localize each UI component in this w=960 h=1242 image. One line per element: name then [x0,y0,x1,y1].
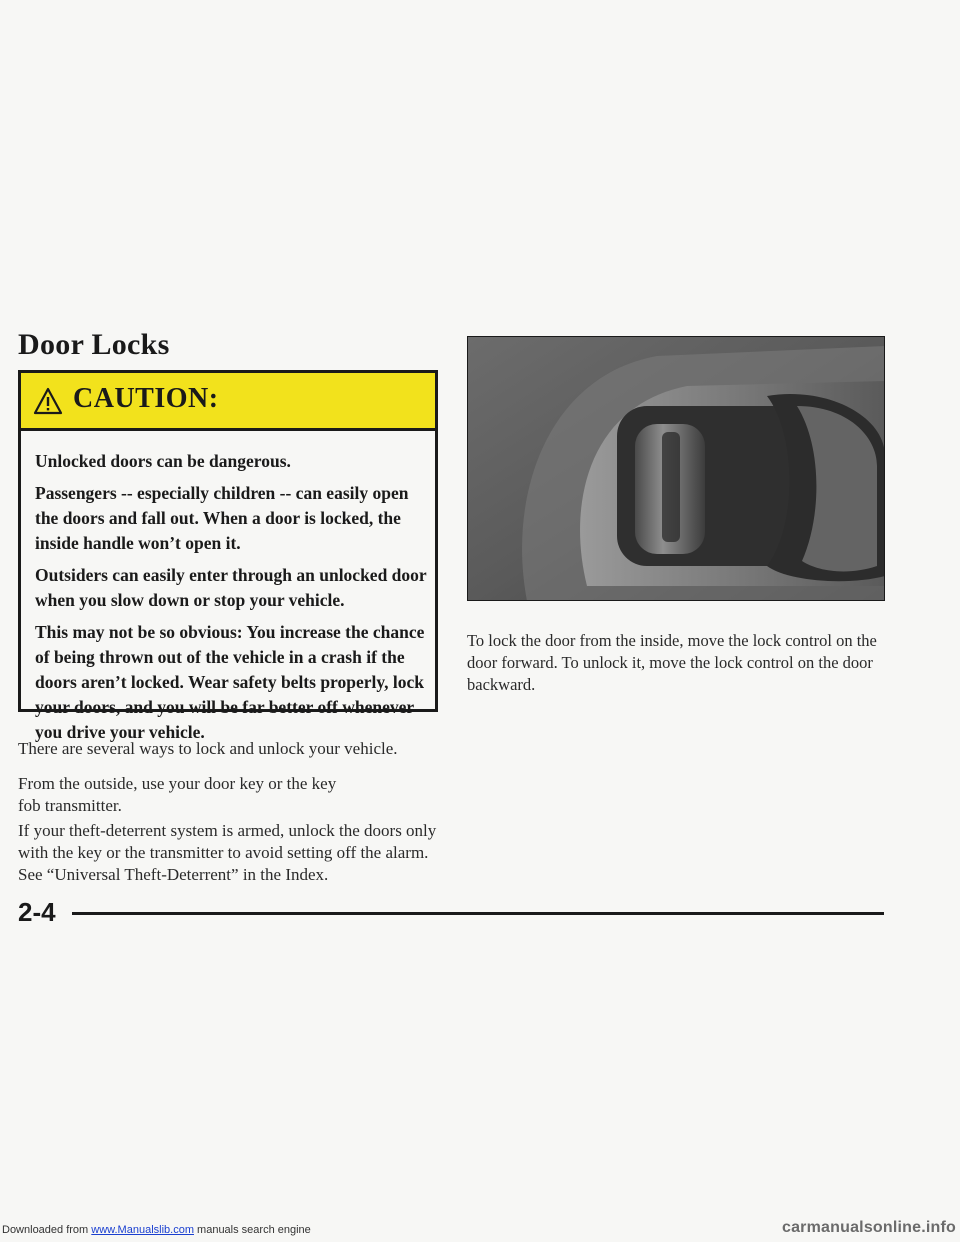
caution-paragraph: Outsiders can easily enter through an unlocked door when you slow down or stop your vehicle. [35,565,427,610]
theft-paragraph [18,820,440,886]
footer-suffix: manuals search engine [193,1224,311,1236]
door-lock-photo [467,336,885,601]
page-number: 2-4 [18,897,56,927]
watermark: carmanualsonline.info [781,1219,956,1236]
download-footer [2,1224,311,1236]
paragraph-outside: From the outside, use your door key or the key fob transmitter. [18,774,337,815]
paragraph-ways: There are several ways to lock and unlock your vehicle. [18,739,398,758]
caution-paragraph: This may not be so obvious: You increase the chance of being thrown out of the vehicle in a crash if the doors aren’t locked. Wear safety belts properly, lock your doors, and you will be far better off whenever you drive your vehicle. [35,622,425,742]
caution-body [35,449,427,752]
paragraph-theft: If your theft-deterrent system is armed, unlock the doors only with the key or the transmitter to avoid setting off the alarm. See “Universal Theft-Deterrent” in the Index. [18,821,437,884]
page-rule [72,912,884,915]
caution-box [18,370,438,742]
paragraph-inside-lock: To lock the door from the inside, move the lock control on the door forward. To unlock it, move the lock control on the door backward. [467,631,877,694]
manualslib-link[interactable]: www.Manualslib.com [91,1224,194,1236]
warning-triangle-icon [33,387,63,415]
caution-label: CAUTION: [73,383,219,414]
page-title: Door Locks [18,328,170,361]
outside-paragraph [18,773,348,817]
footer-prefix: Downloaded from [2,1224,92,1236]
caution-header [21,373,435,431]
inside-lock-paragraph [467,630,887,696]
intro-paragraph [18,738,438,760]
caution-paragraph: Passengers -- especially children -- can easily open the doors and fall out. When a door is locked, the inside handle won’t open it. [35,483,409,553]
caution-paragraph: Unlocked doors can be dangerous. [35,451,291,471]
